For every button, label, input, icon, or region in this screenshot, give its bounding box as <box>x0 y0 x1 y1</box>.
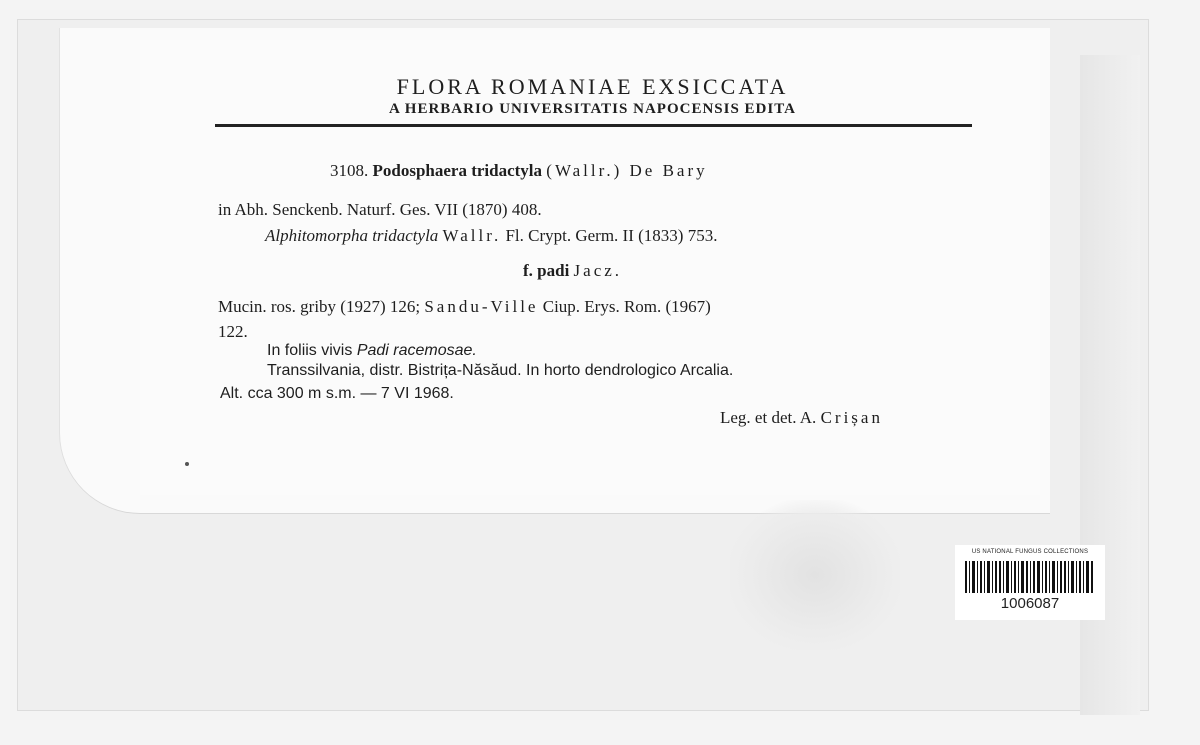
synonym-author: Wallr. <box>442 226 502 245</box>
host-name: Padi racemosae. <box>356 342 477 359</box>
synonym-name: Alphitomorpha tridactyla <box>265 226 439 245</box>
altitude-date-line: Alt. cca 300 m s.m. — 7 VI 1968. <box>220 385 454 402</box>
barcode-number: 1006087 <box>1000 595 1060 612</box>
reference-author: Sandu-Ville <box>424 297 539 316</box>
collector-name: Crișan <box>820 408 883 427</box>
forma-author: Jacz. <box>573 261 623 280</box>
publication-line: in Abh. Senckenb. Naturf. Ges. VII (1870) 408. <box>218 200 542 219</box>
locality-line: Transsilvania, distr. Bistrița-Năsăud. In horto dendrologico Arcalia. <box>267 362 734 379</box>
taxon-author: (Wallr.) De Bary <box>546 161 708 180</box>
collector-prefix: Leg. et det. A. <box>720 408 817 427</box>
specimen-shadow <box>730 500 900 650</box>
reference-part-2: Ciup. Erys. Rom. (1967) <box>542 297 711 316</box>
reference-continuation: 122. <box>218 322 248 341</box>
habitat-text: In foliis vivis <box>267 342 353 359</box>
taxon-line <box>330 161 708 181</box>
label-title: FLORA ROMANIAE EXSICCATA <box>396 74 789 99</box>
habitat-line <box>267 342 477 360</box>
barcode-org-text: US NATIONAL FUNGUS COLLECTIONS <box>971 549 1089 555</box>
header-divider <box>215 124 972 127</box>
collector-line <box>720 408 883 428</box>
reference-line <box>218 297 711 317</box>
taxon-name: Podosphaera tridactyla <box>372 161 543 180</box>
barcode-label <box>955 545 1105 620</box>
synonym-line <box>265 226 717 246</box>
forma-name: f. padi <box>523 261 570 280</box>
reference-part-1: Mucin. ros. griby (1927) 126; <box>218 297 421 316</box>
ink-dot <box>185 462 189 466</box>
label-subtitle: A HERBARIO UNIVERSITATIS NAPOCENSIS EDITA <box>389 101 796 117</box>
entry-number: 3108. <box>330 161 369 180</box>
synonym-reference: Fl. Crypt. Germ. II (1833) 753. <box>505 226 718 245</box>
forma-line <box>523 261 622 281</box>
barcode-icon <box>965 561 1095 593</box>
